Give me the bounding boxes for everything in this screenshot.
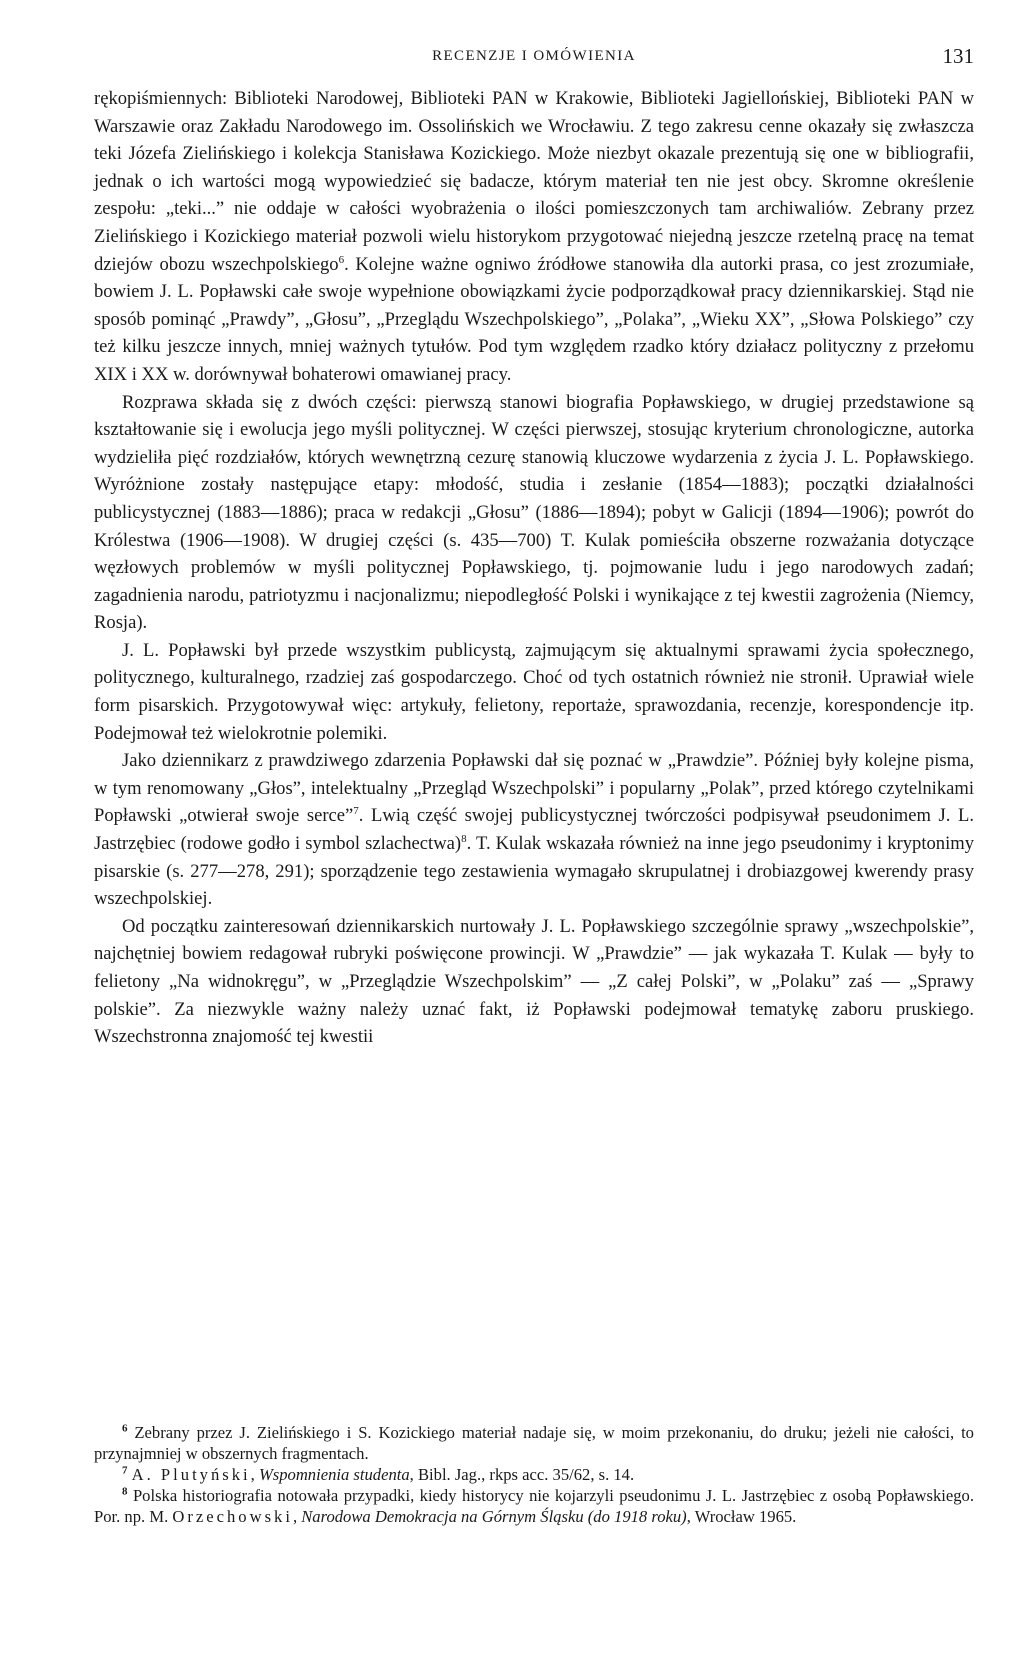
footnote-number: 6 xyxy=(122,1422,128,1435)
footnote-number: 7 xyxy=(122,1464,128,1477)
footnote-7: $^7$ A. Plutyński, Wspomnienia studenta, Bibl. Jag., rkps acc. 35/62, s. 14. xyxy=(122,1464,635,1484)
paragraph-text: . Lwią część swojej publicystycznej twórczości podpisywał pseudonimem J. L. Jastrzębiec (rodowe godło i symbol szlachectwa) xyxy=(94,805,975,855)
footnote-number: 8 xyxy=(122,1485,128,1498)
paragraph-2 xyxy=(94,389,974,637)
footnotes xyxy=(94,1422,974,1527)
footnote-text: , Bibl. Jag., rkps acc. 35/62, s. 14. xyxy=(409,1465,635,1484)
footnote-ref-7: 7 xyxy=(353,805,359,818)
body-text xyxy=(94,85,974,1051)
footnote-author: Orzechowski xyxy=(172,1507,293,1526)
paragraph-5 xyxy=(94,913,974,1051)
paragraph-text: . T. Kulak wskazała również na inne jego pseudonimy i kryptonimy pisarskie (s. 277—278, 291); sporządzenie tego zestawienia wymagało skrupulatnej i drobiazgowej kwerendy prasy wszechpolskiej. xyxy=(94,833,975,910)
paragraph-4 xyxy=(94,747,974,913)
paragraph-text: J. L. Popławski był przede wszystkim publicystą, zajmującym się aktualnymi sprawami życia społecznego, politycznego, kulturalnego, rzadziej zaś gospodarczego. Choć od tych ostatnich również nie stronił. Uprawiał wiele form pisarskich. Przygotowywał więc: artykuły, felietony, reportaże, sprawozdania, recenzje, korespondencje itp. Podejmował też wielokrotnie polemiki. xyxy=(94,639,974,744)
footnote-8: $^8$ Polska historiografia notowała przypadki, kiedy historycy nie kojarzyli pseudonimu J. L. Jastrzębiec z osobą Popławskiego. Por. np. M. Orzechowski, Narodowa Demokracja na Górnym Śląsku (do 1918 roku), Wrocław 1965. xyxy=(94,1485,974,1526)
paragraph-text: rękopiśmiennych: Biblioteki Narodowej, Biblioteki PAN w Krakowie, Biblioteki Jagiellońskiej, Biblioteki PAN w Warszawie oraz Zakładu Narodowego im. Ossolińskich we Wrocławiu. Z tego zakresu cenne okazały się zwłaszcza teki Józefa Zielińskiego i kolekcja Stanisława Kozickiego. Może niezbyt okazale prezentują się one w bibliografii, jednak o ich wartości mogą wypowiedzieć się badacze, którym materiał ten nie jest obcy. Skromne określenie zespołu: „teki...” nie oddaje w całości wyobrażenia o ilości pomieszczonych tam archiwaliów. Zebrany przez Zielińskiego i Kozickiego materiał pozwoli wielu historykom przygotować niejedną jeszcze rzetelną pracę na temat dziejów obozu wszechpolskiego xyxy=(94,88,974,275)
footnote-author: A. Plutyński xyxy=(131,1465,251,1484)
footnote-text: Polska historiografia notowała przypadki, kiedy historycy nie kojarzyli pseudonimu J. L. Jastrzębiec z osobą Popławskiego. Por. np. M. xyxy=(94,1486,974,1526)
paragraph-text: Rozprawa składa się z dwóch części: pierwszą stanowi biografia Popławskiego, w drugiej przedstawione są kształtowanie się i ewolucja jego myśli politycznej. W części pierwszej, stosując kryterium chronologiczne, autorka wydzieliła pięć rozdziałów, których wewnętrzną cezurę stanowią kluczowe wydarzenia z życia J. L. Popławskiego. Wyróżnione zostały następujące etapy: młodość, studia i zesłanie (1854—1883); początki działalności publicystycznej (1883—1886); praca w redakcji „Głosu” (1886—1894); pobyt w Galicji (1894—1906); powrót do Królestwa (1906—1908). W drugiej części (s. 435—700) T. Kulak pomieściła obszerne rozważania dotyczące węzłowych problemów w myśli politycznej Popławskiego, tj. pojmowanie ludu i jego narodowych zadań; zagadnienia narodu, patriotyzmu i nacjonalizmu; niepodległość Polski i wynikające z tej kwestii zagrożenia (Niemcy, Rosja). xyxy=(94,391,974,634)
paragraph-3 xyxy=(94,637,974,747)
running-header xyxy=(94,44,974,78)
paragraph-1 xyxy=(94,85,974,389)
paragraph-text: Jako dziennikarz z prawdziwego zdarzenia Popławski dał się poznać w „Prawdzie”. Później były kolejne pisma, w tym renomowany „Głos”, intelektualny „Przegląd Wszechpolski” i popularny „Polak”, przed którego czytelnikami Popławski „otwierał swoje serce” xyxy=(94,750,974,827)
footnote-ref-6: 6 xyxy=(338,253,345,266)
footnote-text: Zebrany przez J. Zielińskiego i S. Kozickiego materiał nadaje się, w moim przekonaniu, do druku; jeżeli nie całości, to przynajmniej w obszernych fragmentach. xyxy=(94,1423,974,1463)
footnote-work-title: Wspomnienia studenta xyxy=(258,1465,410,1484)
footnote-text: , Wrocław 1965. xyxy=(686,1507,797,1526)
paragraph-text: Od początku zainteresowań dziennikarskich nurtowały J. L. Popławskiego szczególnie sprawy „wszechpolskie”, najchętniej bowiem redagował rubryki poświęcone prowincji. W „Prawdzie” — jak wykazała T. Kulak — były to felietony „Na widnokręgu”, w „Przeglądzie Wszechpolskim” — „Z całej Polski”, w „Polaku” zaś — „Sprawy polskie”. Za niezwykle ważny należy uznać fakt, iż Popławski podejmował tematykę zaboru pruskiego. Wszechstronna znajomość tej kwestii xyxy=(94,915,974,1048)
running-title: RECENZJE I OMÓWIENIA xyxy=(432,48,636,64)
paragraph-text: . Kolejne ważne ogniwo źródłowe stanowiła dla autorki prasa, co jest zrozumiałe, bowiem J. L. Popławski całe swoje wypełnione obowiązkami życie podporządkował pracy dziennikarskiej. Stąd nie sposób pominąć „Prawdy”, „Głosu”, „Przeglądu Wszechpolskiego”, „Polaka”, „Wieku XX”, „Słowa Polskiego” czy też kilku jeszcze innych, mniej ważnych tytułów. Pod tym względem rzadko który działacz polityczny z przełomu XIX i XX w. dorównywał bohaterowi omawianej pracy. xyxy=(94,253,974,385)
page-number: 131 xyxy=(942,44,974,68)
footnote-ref-8: 8 xyxy=(461,832,467,845)
footnote-6 xyxy=(94,1422,974,1464)
footnote-work-title: Narodowa Demokracja na Górnym Śląsku (do 1918 roku) xyxy=(301,1507,687,1526)
